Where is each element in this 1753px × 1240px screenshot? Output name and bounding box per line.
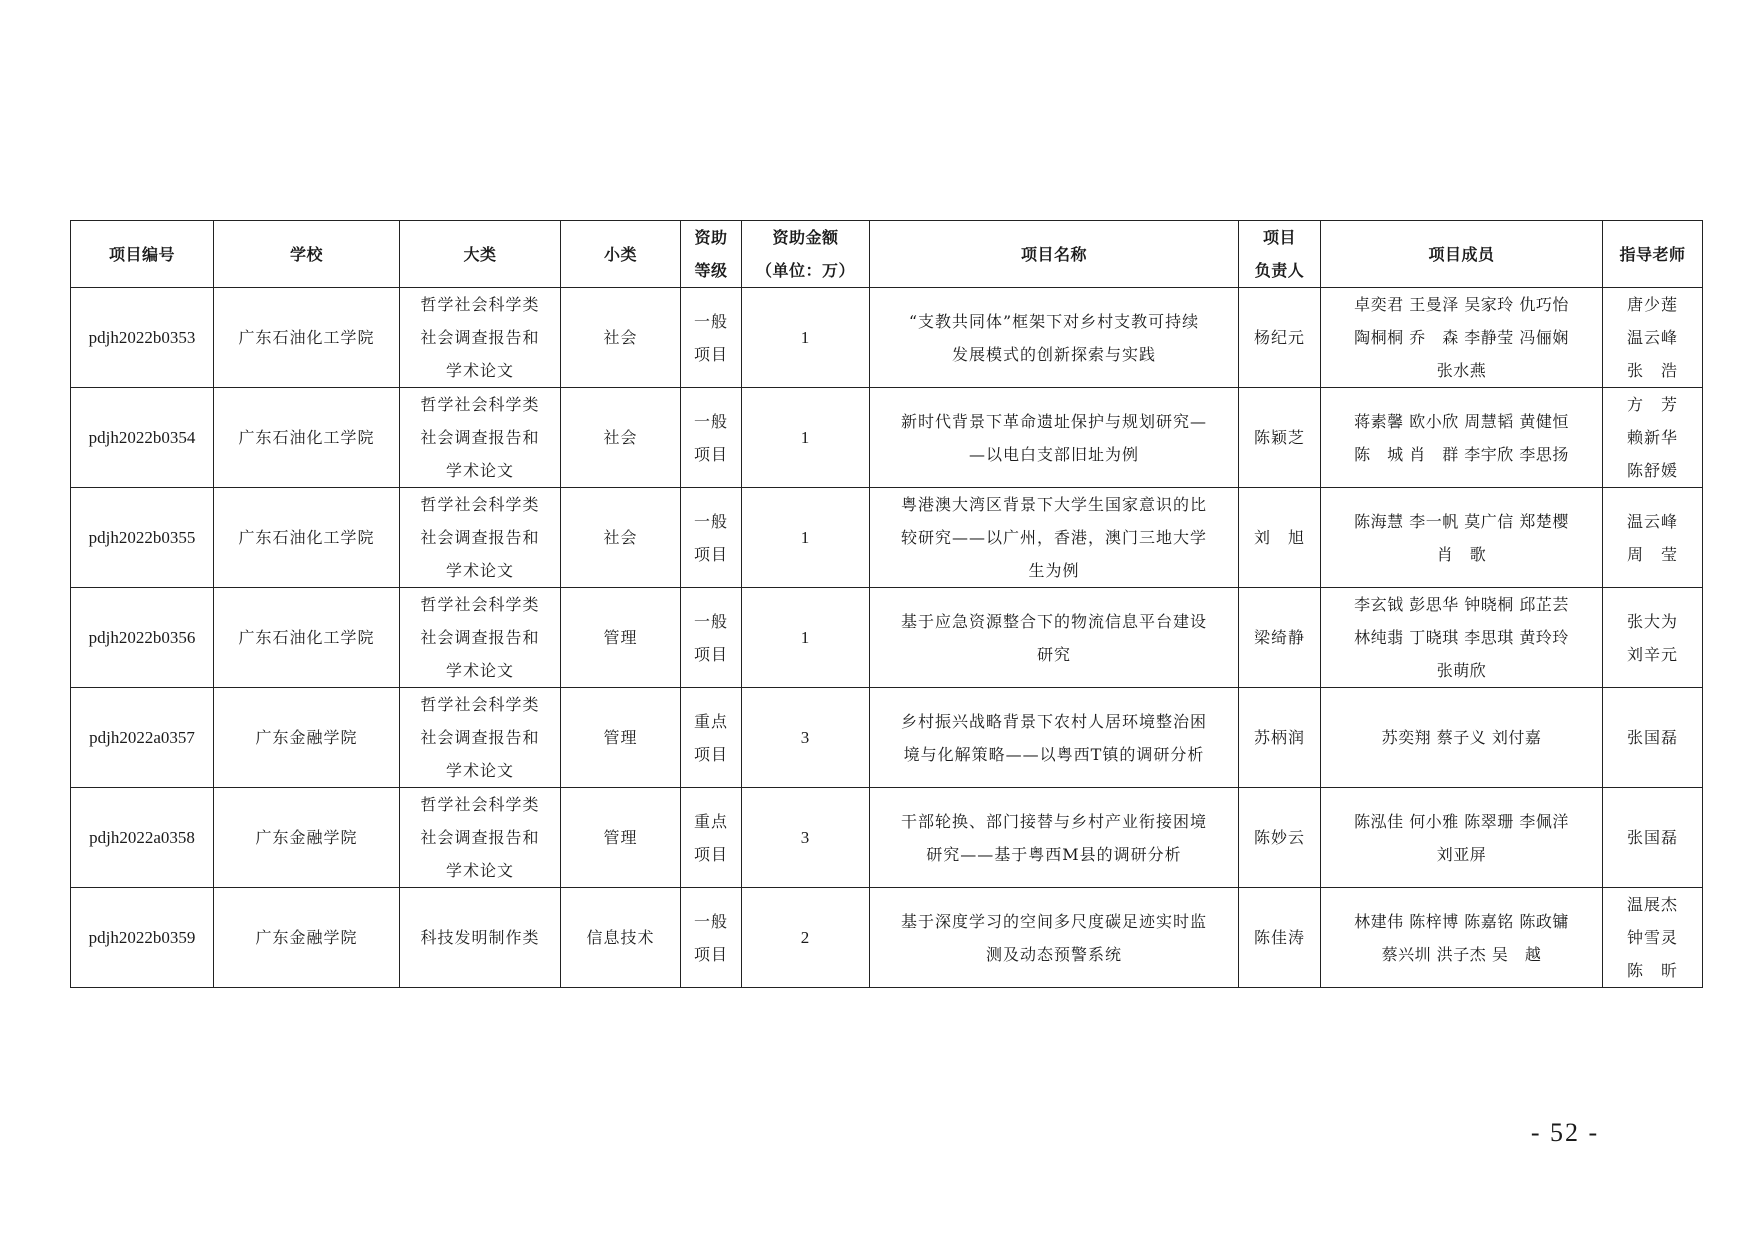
cell-code: pdjh2022b0355 — [71, 488, 214, 588]
cell-amount: 1 — [742, 288, 870, 388]
cell-advisors-line: 张 浩 — [1626, 361, 1678, 380]
header-row — [71, 221, 1703, 288]
cell-level-line: 项目 — [693, 344, 728, 364]
cell-category — [400, 388, 561, 488]
cell-amount: 1 — [742, 488, 870, 588]
cell-category — [400, 888, 561, 988]
cell-leader: 陈佳涛 — [1239, 888, 1321, 988]
cell-level — [681, 288, 742, 388]
cell-category-line: 科技发明制作类 — [420, 928, 540, 947]
cell-level-line: 一般 — [693, 411, 728, 431]
cell-category-line: 哲学社会科学类 — [420, 395, 540, 414]
cell-subcategory: 社会 — [561, 388, 681, 488]
cell-category — [400, 288, 561, 388]
cell-code: pdjh2022b0356 — [71, 588, 214, 688]
cell-level-line: 重点 — [693, 811, 728, 831]
cell-level — [681, 388, 742, 488]
cell-amount: 1 — [742, 588, 870, 688]
cell-category-line: 社会调查报告和 — [420, 828, 540, 847]
cell-members — [1321, 888, 1603, 988]
header-level — [681, 221, 742, 288]
header-leader-line: 项目 — [1262, 228, 1296, 247]
cell-category-line: 社会调查报告和 — [420, 528, 540, 547]
cell-members — [1321, 788, 1603, 888]
cell-level-line: 项目 — [693, 544, 728, 564]
header-code: 项目编号 — [71, 221, 214, 288]
cell-advisors-line: 陈 昕 — [1626, 961, 1678, 980]
cell-subcategory: 管理 — [561, 688, 681, 788]
cell-members-line: 张萌欣 — [1436, 661, 1487, 680]
cell-advisors-line: 陈舒媛 — [1626, 461, 1678, 480]
header-subcategory: 小类 — [561, 221, 681, 288]
cell-members — [1321, 588, 1603, 688]
cell-level-line: 项目 — [693, 644, 728, 664]
cell-school: 广东金融学院 — [214, 788, 400, 888]
table-row — [71, 488, 1703, 588]
cell-code: pdjh2022a0358 — [71, 788, 214, 888]
cell-category-line: 学术论文 — [445, 761, 514, 780]
cell-code: pdjh2022b0359 — [71, 888, 214, 988]
cell-members-line: 陈泓佳 何小雅 陈翠珊 李佩洋 — [1354, 811, 1569, 831]
cell-title-line: 新时代背景下革命遗址保护与规划研究— — [900, 411, 1207, 431]
cell-school: 广东石油化工学院 — [214, 488, 400, 588]
cell-title-line: 干部轮换、部门接替与乡村产业衔接困境 — [900, 811, 1207, 831]
cell-category — [400, 588, 561, 688]
header-advisors: 指导老师 — [1603, 221, 1703, 288]
cell-category-line: 社会调查报告和 — [420, 628, 540, 647]
cell-title-line: 基于应急资源整合下的物流信息平台建设 — [900, 611, 1207, 631]
cell-category-line: 学术论文 — [445, 461, 514, 480]
cell-members-line: 肖 歌 — [1436, 544, 1487, 564]
cell-title — [870, 888, 1239, 988]
cell-advisors-line: 周 莹 — [1626, 544, 1678, 564]
cell-title-line: —以电白支部旧址为例 — [968, 444, 1139, 464]
cell-members-line: 蒋素馨 欧小欣 周慧韬 黄健恒 — [1354, 411, 1569, 431]
cell-advisors-line: 张国磊 — [1626, 728, 1678, 747]
cell-title-line: 研究 — [1036, 644, 1071, 664]
cell-level — [681, 488, 742, 588]
cell-title-line: 研究——基于粤西M县的调研分析 — [926, 844, 1182, 864]
cell-title-line: 生为例 — [1028, 561, 1080, 580]
header-category: 大类 — [400, 221, 561, 288]
cell-advisors — [1603, 288, 1703, 388]
cell-code: pdjh2022b0353 — [71, 288, 214, 388]
cell-members — [1321, 688, 1603, 788]
cell-advisors-line: 温云峰 — [1626, 328, 1678, 347]
cell-school: 广东金融学院 — [214, 688, 400, 788]
cell-level-line: 一般 — [693, 511, 728, 531]
cell-leader: 陈颖芝 — [1239, 388, 1321, 488]
cell-title-line: 测及动态预警系统 — [985, 944, 1122, 964]
cell-advisors-line: 方 芳 — [1626, 395, 1678, 414]
cell-school: 广东石油化工学院 — [214, 588, 400, 688]
cell-school: 广东金融学院 — [214, 888, 400, 988]
cell-level-line: 一般 — [693, 611, 728, 631]
cell-level-line: 一般 — [693, 911, 728, 931]
table-row — [71, 788, 1703, 888]
cell-level-line: 项目 — [693, 444, 728, 464]
cell-school: 广东石油化工学院 — [214, 288, 400, 388]
cell-advisors-line: 刘辛元 — [1626, 644, 1678, 664]
cell-members-line: 李玄钺 彭思华 钟晓桐 邱芷芸 — [1354, 595, 1569, 614]
cell-category-line: 学术论文 — [445, 361, 514, 380]
header-members: 项目成员 — [1321, 221, 1603, 288]
cell-level-line: 重点 — [693, 711, 728, 731]
cell-members — [1321, 288, 1603, 388]
cell-code: pdjh2022a0357 — [71, 688, 214, 788]
cell-advisors-line: 钟雪灵 — [1626, 928, 1678, 947]
cell-leader: 刘 旭 — [1239, 488, 1321, 588]
table-row — [71, 888, 1703, 988]
cell-amount: 1 — [742, 388, 870, 488]
header-title: 项目名称 — [870, 221, 1239, 288]
cell-amount: 3 — [742, 688, 870, 788]
cell-members-line: 陈海慧 李一帆 莫广信 郑楚樱 — [1354, 511, 1569, 531]
project-funding-table — [70, 220, 1703, 988]
cell-title-line: “支教共同体”框架下对乡村支教可持续 — [908, 311, 1200, 331]
cell-title-line: 乡村振兴战略背景下农村人居环境整治困 — [900, 711, 1207, 731]
cell-members-line: 陶桐桐 乔 森 李静莹 冯俪娴 — [1354, 328, 1569, 347]
table-row — [71, 588, 1703, 688]
cell-school: 广东石油化工学院 — [214, 388, 400, 488]
cell-members — [1321, 388, 1603, 488]
page-number: - 52 - — [1530, 1118, 1600, 1147]
cell-category-line: 学术论文 — [445, 661, 514, 680]
cell-advisors-line: 张国磊 — [1626, 828, 1678, 847]
cell-members-line: 林建伟 陈梓博 陈嘉铭 陈政镛 — [1354, 911, 1569, 931]
cell-leader: 梁绮静 — [1239, 588, 1321, 688]
cell-advisors — [1603, 888, 1703, 988]
cell-members — [1321, 488, 1603, 588]
cell-subcategory: 信息技术 — [561, 888, 681, 988]
cell-advisors — [1603, 588, 1703, 688]
cell-advisors — [1603, 688, 1703, 788]
cell-advisors-line: 温云峰 — [1626, 511, 1678, 531]
cell-advisors — [1603, 388, 1703, 488]
cell-leader: 陈妙云 — [1239, 788, 1321, 888]
table-row — [71, 688, 1703, 788]
cell-members-line: 林纯翡 丁晓琪 李思琪 黄玲玲 — [1354, 628, 1569, 647]
cell-category-line: 哲学社会科学类 — [420, 795, 540, 814]
header-amount-line: 资助金额 — [772, 228, 839, 247]
cell-category-line: 学术论文 — [445, 561, 514, 580]
cell-title-line: 较研究——以广州，香港，澳门三地大学 — [900, 528, 1207, 547]
cell-members-line: 刘亚屏 — [1436, 844, 1487, 864]
cell-amount: 3 — [742, 788, 870, 888]
cell-subcategory: 社会 — [561, 488, 681, 588]
cell-amount: 2 — [742, 888, 870, 988]
cell-advisors-line: 唐少莲 — [1626, 295, 1678, 314]
cell-title — [870, 388, 1239, 488]
cell-category-line: 哲学社会科学类 — [420, 495, 540, 514]
table-row — [71, 288, 1703, 388]
cell-category-line: 哲学社会科学类 — [420, 695, 540, 714]
header-leader-line: 负责人 — [1254, 261, 1305, 280]
cell-level — [681, 588, 742, 688]
cell-category-line: 社会调查报告和 — [420, 428, 540, 447]
cell-level — [681, 888, 742, 988]
cell-members-line: 蔡兴圳 洪子杰 吴 越 — [1381, 944, 1542, 964]
cell-category-line: 哲学社会科学类 — [420, 595, 540, 614]
cell-leader: 杨纪元 — [1239, 288, 1321, 388]
cell-category-line: 社会调查报告和 — [420, 728, 540, 747]
table-body — [71, 288, 1703, 988]
cell-code: pdjh2022b0354 — [71, 388, 214, 488]
cell-level-line: 项目 — [693, 844, 728, 864]
cell-advisors — [1603, 488, 1703, 588]
cell-level — [681, 788, 742, 888]
cell-advisors — [1603, 788, 1703, 888]
cell-title-line: 粤港澳大湾区背景下大学生国家意识的比 — [900, 495, 1207, 514]
cell-title — [870, 688, 1239, 788]
header-leader — [1239, 221, 1321, 288]
cell-members-line: 陈 城 肖 群 李宇欣 李思扬 — [1354, 444, 1569, 464]
cell-category-line: 哲学社会科学类 — [420, 295, 540, 314]
cell-title — [870, 588, 1239, 688]
header-level-line: 资助 — [694, 228, 728, 247]
cell-advisors-line: 赖新华 — [1626, 428, 1678, 447]
cell-title — [870, 788, 1239, 888]
table-row — [71, 388, 1703, 488]
header-school: 学校 — [214, 221, 400, 288]
cell-category — [400, 688, 561, 788]
cell-category-line: 社会调查报告和 — [420, 328, 540, 347]
cell-category — [400, 788, 561, 888]
header-amount-line: （单位：万） — [755, 261, 855, 280]
cell-level — [681, 688, 742, 788]
cell-level-line: 项目 — [693, 744, 728, 764]
cell-level-line: 项目 — [693, 944, 728, 964]
cell-title — [870, 288, 1239, 388]
cell-title-line: 境与化解策略——以粤西T镇的调研分析 — [903, 744, 1205, 764]
cell-level-line: 一般 — [693, 311, 728, 331]
cell-title-line: 发展模式的创新探索与实践 — [951, 344, 1156, 364]
header-amount — [742, 221, 870, 288]
cell-advisors-line: 张大为 — [1626, 611, 1678, 631]
cell-advisors-line: 温展杰 — [1626, 895, 1678, 914]
cell-category — [400, 488, 561, 588]
cell-members-line: 苏奕翔 蔡子义 刘付嘉 — [1381, 728, 1542, 747]
header-level-line: 等级 — [694, 261, 728, 280]
cell-subcategory: 管理 — [561, 788, 681, 888]
cell-category-line: 学术论文 — [445, 861, 514, 880]
cell-subcategory: 管理 — [561, 588, 681, 688]
cell-members-line: 卓奕君 王曼泽 吴家玲 仇巧怡 — [1354, 295, 1569, 314]
cell-title — [870, 488, 1239, 588]
cell-leader: 苏柄润 — [1239, 688, 1321, 788]
cell-title-line: 基于深度学习的空间多尺度碳足迹实时监 — [900, 911, 1207, 931]
cell-members-line: 张水燕 — [1436, 361, 1487, 380]
cell-subcategory: 社会 — [561, 288, 681, 388]
